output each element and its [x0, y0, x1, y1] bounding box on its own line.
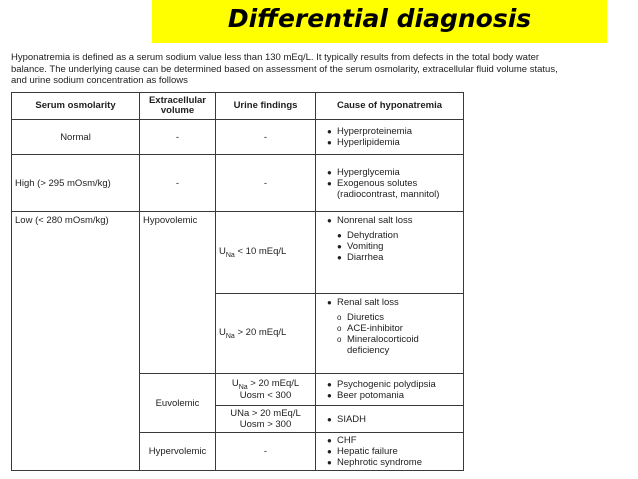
list-item: ● Nephrotic syndrome — [327, 457, 423, 468]
table-row — [12, 120, 464, 155]
urine-cell: - — [216, 120, 316, 155]
osmolarity-cell: Low (< 280 mOsm/kg) — [12, 212, 140, 471]
table-row — [12, 155, 464, 212]
header-serum-osmolarity: Serum osmolarity — [12, 93, 140, 120]
list-item: ● CHF — [327, 435, 357, 446]
cause-cell — [316, 212, 464, 294]
bullet-icon: ● — [327, 390, 332, 400]
slide-title: Differential diagnosis — [227, 4, 532, 33]
bullet-icon: ● — [327, 178, 332, 188]
bullet-icon: ● — [327, 127, 332, 136]
cause-cell — [316, 294, 464, 374]
bullet-icon: ● — [327, 447, 332, 456]
urine-cell: $U_{Na} > 20$ mEq/L — [216, 294, 316, 374]
list-item: ● Hepatic failure — [327, 446, 398, 457]
circle-bullet-icon: o — [337, 335, 342, 344]
urine-cell: UNa > 20 mEq/L Uosm > 300 — [216, 406, 316, 433]
bullet-icon: ● — [327, 436, 332, 445]
list-item: ● Psychogenic polydipsia — [327, 378, 436, 390]
urine-cell: $U_{Na} < 10$ mEq/L — [216, 212, 316, 294]
title-banner — [152, 0, 607, 43]
circle-bullet-icon: o — [337, 324, 342, 333]
bullet-icon: ● — [327, 298, 332, 307]
bullet-icon: ● — [327, 379, 332, 389]
urine-cell: - — [216, 433, 316, 471]
intro-paragraph: Hyponatremia is defined as a serum sodium value less than 130 mEq/L. It typically results from defects in the total body water balance. The underlying cause can be determined based on assessment of the serum osmolarity, extracellular fluid volume status, and urine sodium concentration as follows — [11, 52, 558, 86]
urine-cell: - — [216, 155, 316, 212]
urine-cell: $U_{Na} > 20$ mEq/L Uosm < 300 — [216, 374, 316, 406]
list-item: o Diuretics — [337, 312, 384, 323]
cause-cell — [316, 374, 464, 406]
list-item: ● Dehydration — [337, 230, 399, 241]
volume-cell: - — [140, 155, 216, 212]
list-item: ● Hyperlipidemia — [327, 137, 400, 148]
list-item: ● Beer potomania — [327, 389, 405, 401]
list-item: o Mineralocorticoid deficiency — [337, 334, 419, 356]
header-extracellular-volume: Extracellular volume — [140, 93, 216, 120]
list-item: ● Diarrhea — [337, 252, 384, 263]
header-urine-findings: Urine findings — [216, 93, 316, 120]
list-item: ● SIADH — [327, 413, 367, 425]
list-item: ● Hyperproteinemia — [327, 126, 412, 137]
volume-cell: - — [140, 120, 216, 155]
bullet-icon: ● — [337, 231, 342, 240]
cause-cell — [316, 120, 464, 155]
bullet-icon: ● — [327, 138, 332, 147]
header-cause: Cause of hyponatremia — [316, 93, 464, 120]
volume-cell: Hypervolemic — [140, 433, 216, 471]
list-item: ● Renal salt loss — [327, 297, 399, 308]
cause-cell — [316, 433, 464, 471]
list-item: ● Nonrenal salt loss — [327, 215, 413, 226]
bullet-icon: ● — [327, 458, 332, 467]
bullet-icon: ● — [327, 167, 332, 177]
bullet-icon: ● — [337, 242, 342, 251]
bullet-icon: ● — [327, 414, 332, 424]
differential-diagnosis-table — [11, 92, 464, 471]
osmolarity-cell: High (> 295 mOsm/kg) — [12, 155, 140, 212]
circle-bullet-icon: o — [337, 313, 342, 322]
bullet-icon: ● — [337, 253, 342, 262]
table-row — [12, 212, 464, 294]
list-item: ● Exogenous solutes (radiocontrast, mannitol) — [327, 177, 440, 200]
list-item: ● Vomiting — [337, 241, 384, 252]
table-header-row — [12, 93, 464, 120]
cause-cell — [316, 155, 464, 212]
bullet-icon: ● — [327, 216, 332, 225]
osmolarity-cell: Normal — [12, 120, 140, 155]
cause-cell — [316, 406, 464, 433]
list-item: ● Hyperglycemia — [327, 166, 400, 178]
list-item: o ACE-inhibitor — [337, 323, 403, 334]
volume-cell: Hypovolemic — [140, 212, 216, 374]
volume-cell: Euvolemic — [140, 374, 216, 433]
